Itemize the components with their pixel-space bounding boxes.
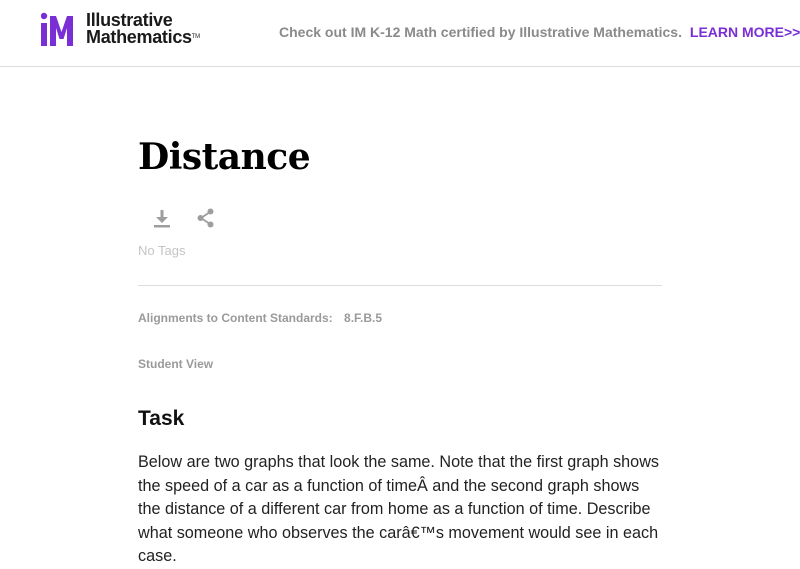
logo-wordmark — [86, 12, 200, 46]
im-logo-icon — [41, 12, 81, 46]
task-body: Below are two graphs that look the same. Note that the first graph shows the speed of a car as a function of timeÂ and the second graph shows the distance of a different car from home as a function of time. Describe what someone who observes the carâ€™s movement would see in each case. — [138, 453, 659, 565]
standard-link[interactable]: 8.F.B.5 — [344, 311, 383, 325]
tags-label: No Tags — [138, 243, 186, 258]
promo-banner — [279, 24, 800, 40]
alignments-row — [138, 311, 382, 325]
student-view-link[interactable]: Student View — [138, 357, 214, 371]
learn-more-link[interactable]: LEARN MORE>> — [689, 24, 800, 40]
logo-trademark: TM — [191, 34, 200, 40]
page-title: Distance — [138, 136, 311, 178]
logo-line1: Illustrative — [86, 10, 173, 30]
site-header — [0, 0, 800, 67]
divider — [138, 285, 662, 286]
share-icon[interactable] — [194, 206, 218, 230]
logo-line2: Mathematics — [86, 27, 192, 47]
alignments-label: Alignments to Content Standards: — [138, 311, 333, 325]
task-heading: Task — [138, 407, 185, 430]
download-icon[interactable] — [150, 206, 174, 230]
promo-text: Check out IM K-12 Math certified by Illustrative Mathematics. — [279, 24, 682, 40]
